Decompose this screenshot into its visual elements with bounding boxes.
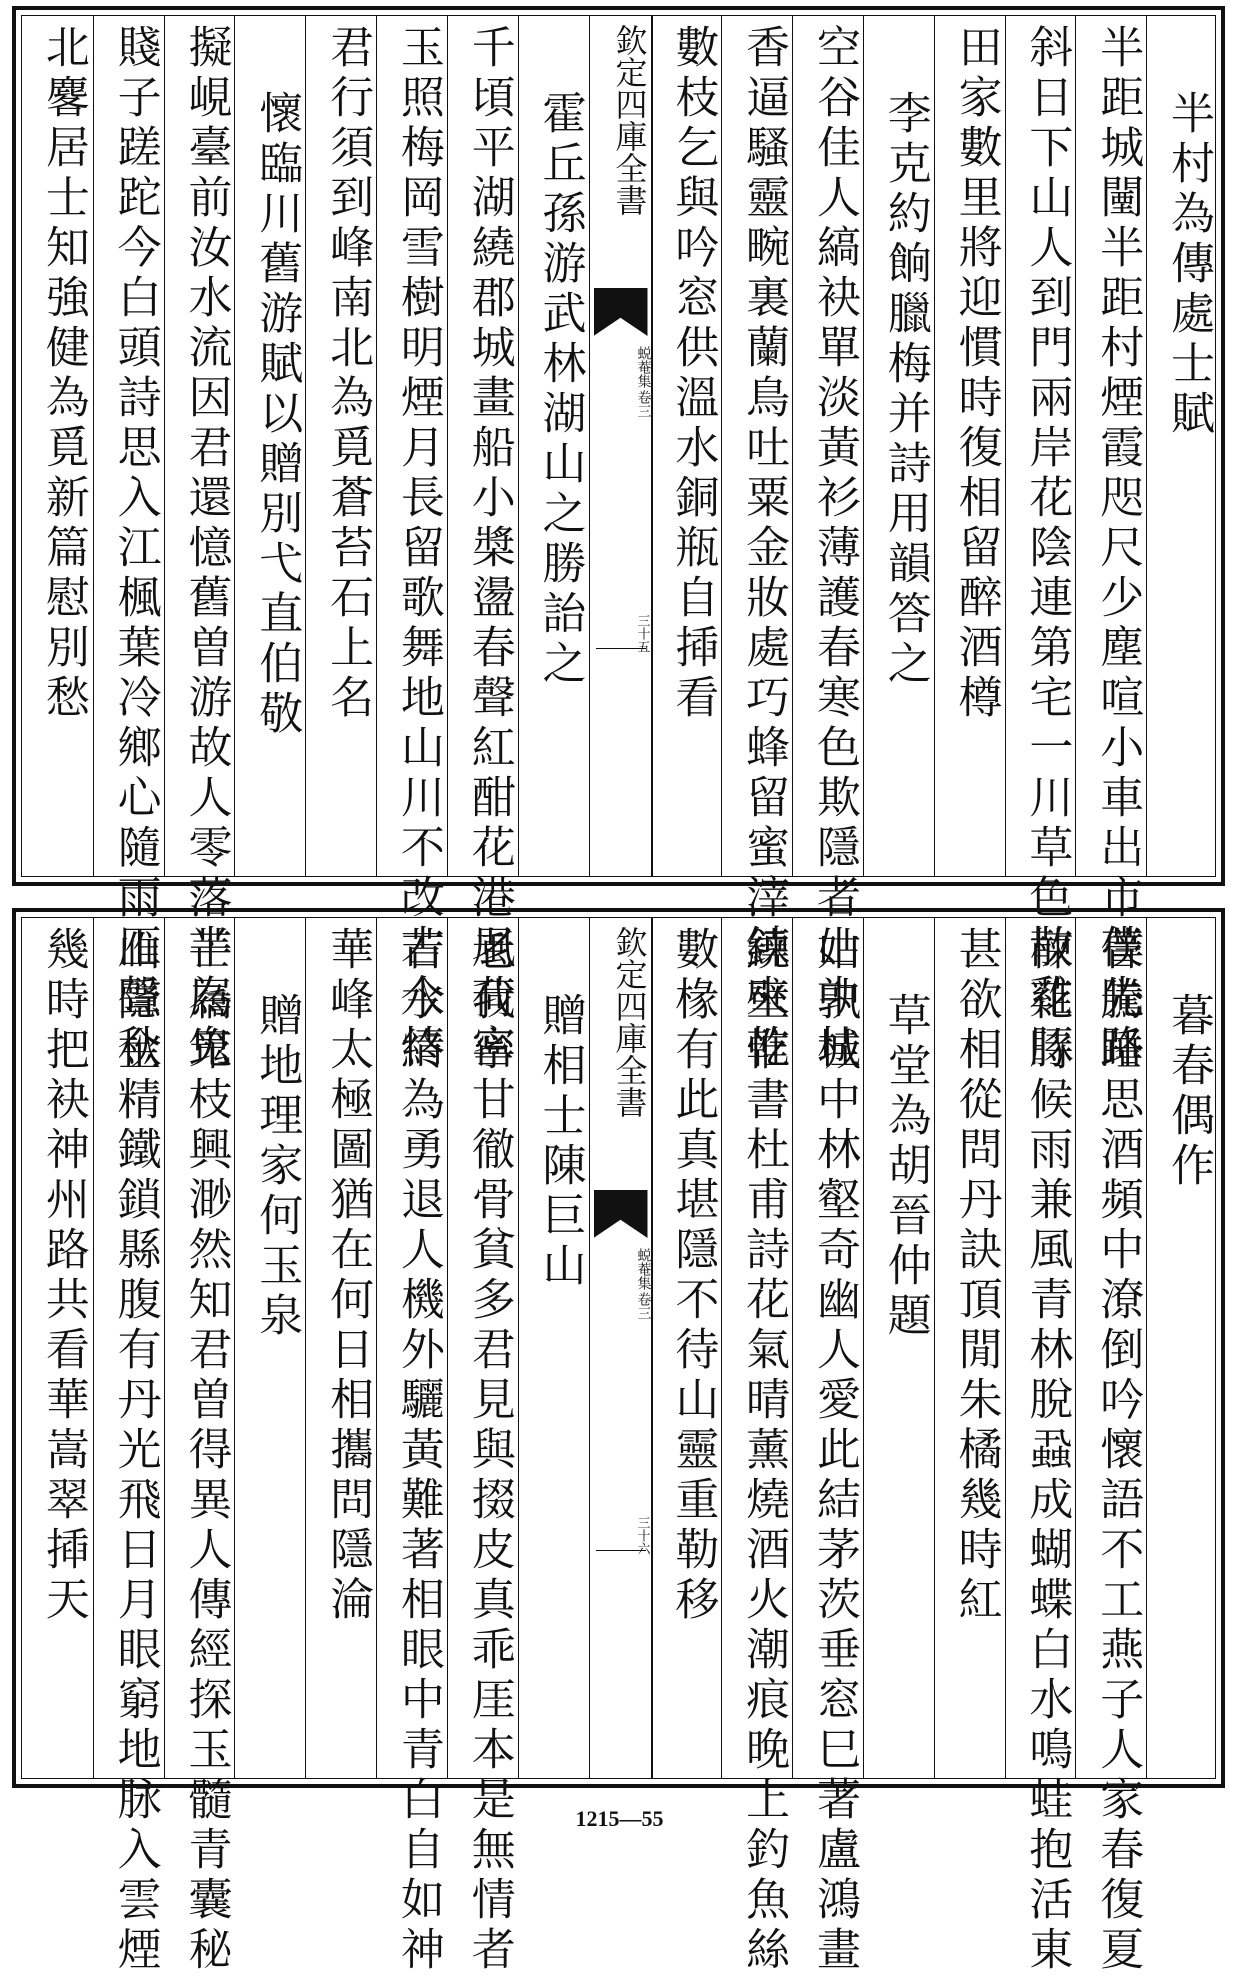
leaf-number: 三十五 (634, 614, 650, 653)
text-column (792, 918, 864, 1976)
leaf-number: 三十六 (634, 1516, 650, 1555)
poem-line: 君行須到峰南北為覓蒼苔石上名 (322, 24, 374, 724)
text-column (1075, 16, 1147, 1074)
text-column (234, 16, 306, 876)
poem-line: 玉照梅岡雪樹明煙月長留歌舞地山川不改古今情 (392, 24, 444, 1074)
text-column (376, 918, 448, 1976)
volume-label: 卷三 (635, 1292, 652, 1320)
collection-title: 欽定四庫全書 (610, 926, 649, 1118)
poem-line: 賤子蹉跎今白頭詩思入江楓葉冷鄉心隨雨雁聲秋 (109, 24, 161, 1074)
poem-line: 若水終為勇退人機外驪黃難著相眼中青白自如神 (392, 926, 444, 1976)
text-column (721, 16, 793, 1074)
text-column (22, 918, 93, 1778)
text-column (93, 918, 165, 1976)
poem-line: 香逼騷靈畹裏蘭鳥吐粟金妝處巧蜂留蜜滓鍊來乾 (738, 24, 790, 1074)
poem-line: 田家數里將迎慣時復相留醉酒樽 (950, 24, 1002, 724)
text-column (1146, 918, 1218, 1778)
poem-line: 楝花時候雨兼風青林脫蝨成蝴蝶白水鳴蛙抱活東 (1021, 926, 1073, 1976)
text-column (305, 918, 377, 1778)
text-column (934, 918, 1006, 1778)
poem-line: 繞壁惟書杜甫詩花氣晴薰燒酒火潮痕晚上釣魚絲 (738, 926, 790, 1976)
poem-line: 華峰太極圖猶在何日相攜問隱淪 (322, 926, 374, 1626)
poem-line: 老我寧甘徹骨貧多君見與掇皮真乖厓本是無情者 (463, 926, 515, 1976)
poem-line: 幾時把袂神州路共看華嵩翠揷天 (37, 926, 89, 1626)
book-name: 蜕菴集 (635, 346, 652, 388)
text-column (164, 918, 236, 1976)
poem-line: 芒屩筇枝興渺然知君曽得異人傳經探玉髓青囊秘 (180, 926, 232, 1976)
poem-line: 瞢騰睡思酒頻中潦倒吟懷語不工燕子人家春復夏 (1092, 926, 1144, 1976)
volume-label: 卷三 (635, 390, 652, 418)
text-column (1075, 918, 1147, 1976)
text-column (721, 918, 793, 1976)
center-gutter (589, 918, 653, 1778)
poem-line: 數枝乞與吟窓供溫水銅瓶自揷看 (667, 24, 719, 724)
text-column (447, 918, 519, 1976)
book-volume-label (590, 1248, 652, 1320)
text-column (93, 16, 165, 1074)
gutter-rule (596, 648, 646, 649)
text-column (518, 16, 590, 876)
text-column (863, 918, 935, 1778)
text-column (863, 16, 935, 876)
poem-line: 空谷佳人縞袂單淡黃衫薄護春寒色欺隱者山中桂 (808, 24, 860, 1074)
poem-title: 霍丘孫游武林湖山之勝詒之 (534, 90, 586, 690)
fish-tail-mark-icon (594, 1190, 648, 1238)
poem-line: 擬峴臺前汝水流因君還憶舊曽游故人零落半為鬼 (180, 24, 232, 1074)
top-page-frame (21, 15, 1216, 1074)
poem-line: 姑孰城中林壑奇幽人愛此結茅茨垂窓巳著盧鴻畫 (808, 926, 860, 1976)
book-name: 蜕菴集 (635, 1248, 652, 1290)
text-column (518, 918, 590, 1778)
text-column (376, 16, 448, 1074)
poem-title: 草堂為胡晉仲題 (879, 992, 931, 1342)
collection-title: 欽定四庫全書 (610, 24, 649, 216)
poem-line: 數椽有此真堪隱不待山靈重勒移 (667, 926, 719, 1626)
poem-line: 北𪊲居士知強健為覓新篇慰別愁 (37, 24, 89, 724)
text-column (22, 16, 93, 876)
text-column (1005, 918, 1077, 1976)
page-number-footer: 1215—55 (575, 1806, 664, 1831)
text-column (1005, 16, 1077, 1074)
poem-title: 暮春偶作 (1163, 992, 1214, 1192)
poem-line: 斜日下山人到門兩岸花陰連第宅一川草色散雞豚 (1021, 24, 1073, 1074)
poem-title: 半村為傳處士賦 (1163, 90, 1214, 440)
text-column (305, 16, 377, 876)
poem-line: 千頃平湖繞郡城畫船小槳盪春聲紅酣花港風荷密 (463, 24, 515, 1074)
text-column (651, 16, 723, 876)
book-volume-label (590, 346, 652, 418)
fish-tail-mark-icon (594, 288, 648, 336)
poem-title: 贈地理家何玉泉 (251, 992, 303, 1342)
text-column (1146, 16, 1218, 876)
center-gutter (589, 16, 653, 876)
poem-title: 懷臨川舊游賦以贈別弋直伯敬 (251, 90, 303, 740)
text-column (934, 16, 1006, 876)
text-column (447, 16, 519, 1074)
text-column (234, 918, 306, 1778)
text-column (651, 918, 723, 1778)
gutter-rule (596, 1550, 646, 1551)
text-column (792, 16, 864, 1074)
poem-line: 甚欲相從問丹訣頂閒朱橘幾時紅 (950, 926, 1002, 1626)
top-page (12, 6, 1225, 1074)
text-column (164, 16, 236, 1074)
poem-title: 贈相士陳巨山 (534, 992, 586, 1292)
poem-line: 山隱金精鐵鎖縣腹有丹光飛日月眼窮地脉入雲煙 (109, 926, 161, 1976)
poem-line: 半距城闉半距村煙霞咫尺少塵喧小車出市僕先路 (1092, 24, 1144, 1074)
poem-title: 李克約餉臘梅并詩用韻答之 (879, 90, 931, 690)
